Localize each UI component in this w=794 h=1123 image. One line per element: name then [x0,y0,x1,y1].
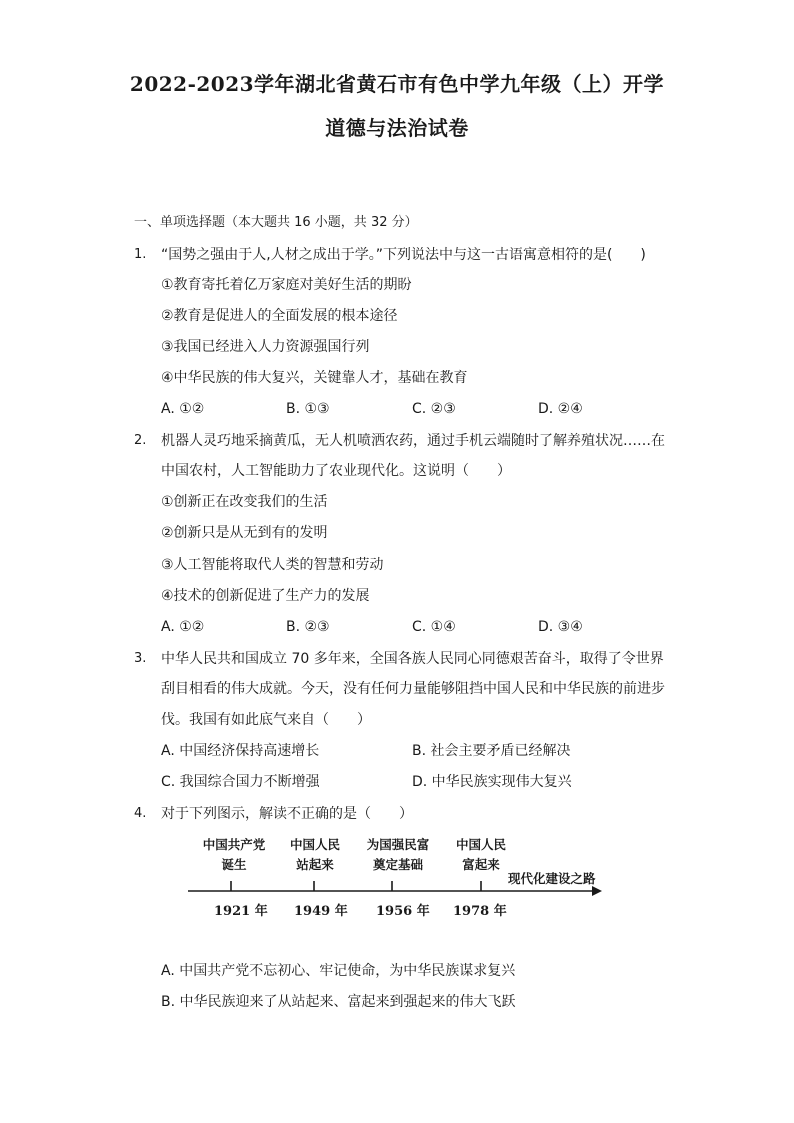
timeline-year: 1978 年 [453,904,507,919]
timeline-event-label: 中国人民 富起来 [455,837,506,872]
option-a[interactable]: A. 中国共产党不忘初心、牢记使命，为中华民族谋求复兴 [161,963,516,979]
question-stem: 对于下列图示，解读不正确的是（ ） [161,806,413,822]
timeline-event-label: 中国人民 站起来 [289,837,340,872]
timeline-arrow [592,886,602,896]
timeline-year: 1949 年 [294,904,348,919]
question-number: 1. [134,247,147,262]
option-d[interactable]: D. ②④ [538,401,583,417]
option-b[interactable]: B. 社会主要矛盾已经解决 [412,743,571,759]
timeline-event-label: 中国共产党 诞生 [202,837,266,872]
question-stem: “国势之强由于人,人材之成出于学。”下列说法中与这一古语寓意相符的是( ) [161,247,646,263]
question-statement: ③我国已经进入人力资源强国行列 [161,339,370,355]
question-stem: 中华人民共和国成立 70 多年来，全国各族人民同心同德艰苦奋斗，取得了令世界 [161,651,664,667]
question-statement: ①教育寄托着亿万家庭对美好生活的期盼 [161,277,412,293]
option-c[interactable]: C. 我国综合国力不断增强 [161,774,320,790]
exam-title-line-2: 道德与法治试卷 [325,116,469,140]
option-c[interactable]: C. ①④ [412,619,456,635]
option-a[interactable]: A. ①② [161,619,205,635]
option-c[interactable]: C. ②③ [412,401,456,417]
option-d[interactable]: D. ③④ [538,619,583,635]
question-number: 4. [134,806,147,821]
exam-title-line-1: 2022-2023学年湖北省黄石市有色中学九年级（上）开学 [129,72,665,96]
option-b[interactable]: B. ②③ [286,619,330,635]
question-statement: ③人工智能将取代人类的智慧和劳动 [161,557,384,573]
question-stem: 机器人灵巧地采摘黄瓜，无人机喷洒农药，通过手机云端随时了解养殖状况……在 [161,433,665,449]
option-a[interactable]: A. 中国经济保持高速增长 [161,743,320,759]
option-b[interactable]: B. ①③ [286,401,330,417]
question-number: 3. [134,651,147,666]
question-stem: 刮目相看的伟大成就。今天，没有任何力量能够阻挡中国人民和中华民族的前进步 [161,681,665,697]
question-stem: 中国农村，人工智能助力了农业现代化。这说明（ ） [161,463,511,479]
option-d[interactable]: D. 中华民族实现伟大复兴 [412,774,572,790]
timeline-event-label: 为国强民富 奠定基础 [366,837,430,872]
option-a[interactable]: A. ①② [161,401,205,417]
history-timeline [186,833,610,923]
question-statement: ②教育是促进人的全面发展的根本途径 [161,308,398,324]
timeline-year: 1956 年 [376,904,430,919]
timeline-end-label: 现代化建设之路 [508,871,596,886]
question-statement: ④技术的创新促进了生产力的发展 [161,588,370,604]
question-statement: ①创新正在改变我们的生活 [161,494,328,510]
section-heading: 一、单项选择题（本大题共 16 小题，共 32 分） [134,215,418,230]
question-stem: 伐。我国有如此底气来自（ ） [161,712,371,728]
question-statement: ④中华民族的伟大复兴，关键靠人才，基础在教育 [161,370,468,386]
timeline-year: 1921 年 [214,904,268,919]
option-b[interactable]: B. 中华民族迎来了从站起来、富起来到强起来的伟大飞跃 [161,994,516,1010]
question-number: 2. [134,433,147,448]
question-statement: ②创新只是从无到有的发明 [161,525,328,541]
